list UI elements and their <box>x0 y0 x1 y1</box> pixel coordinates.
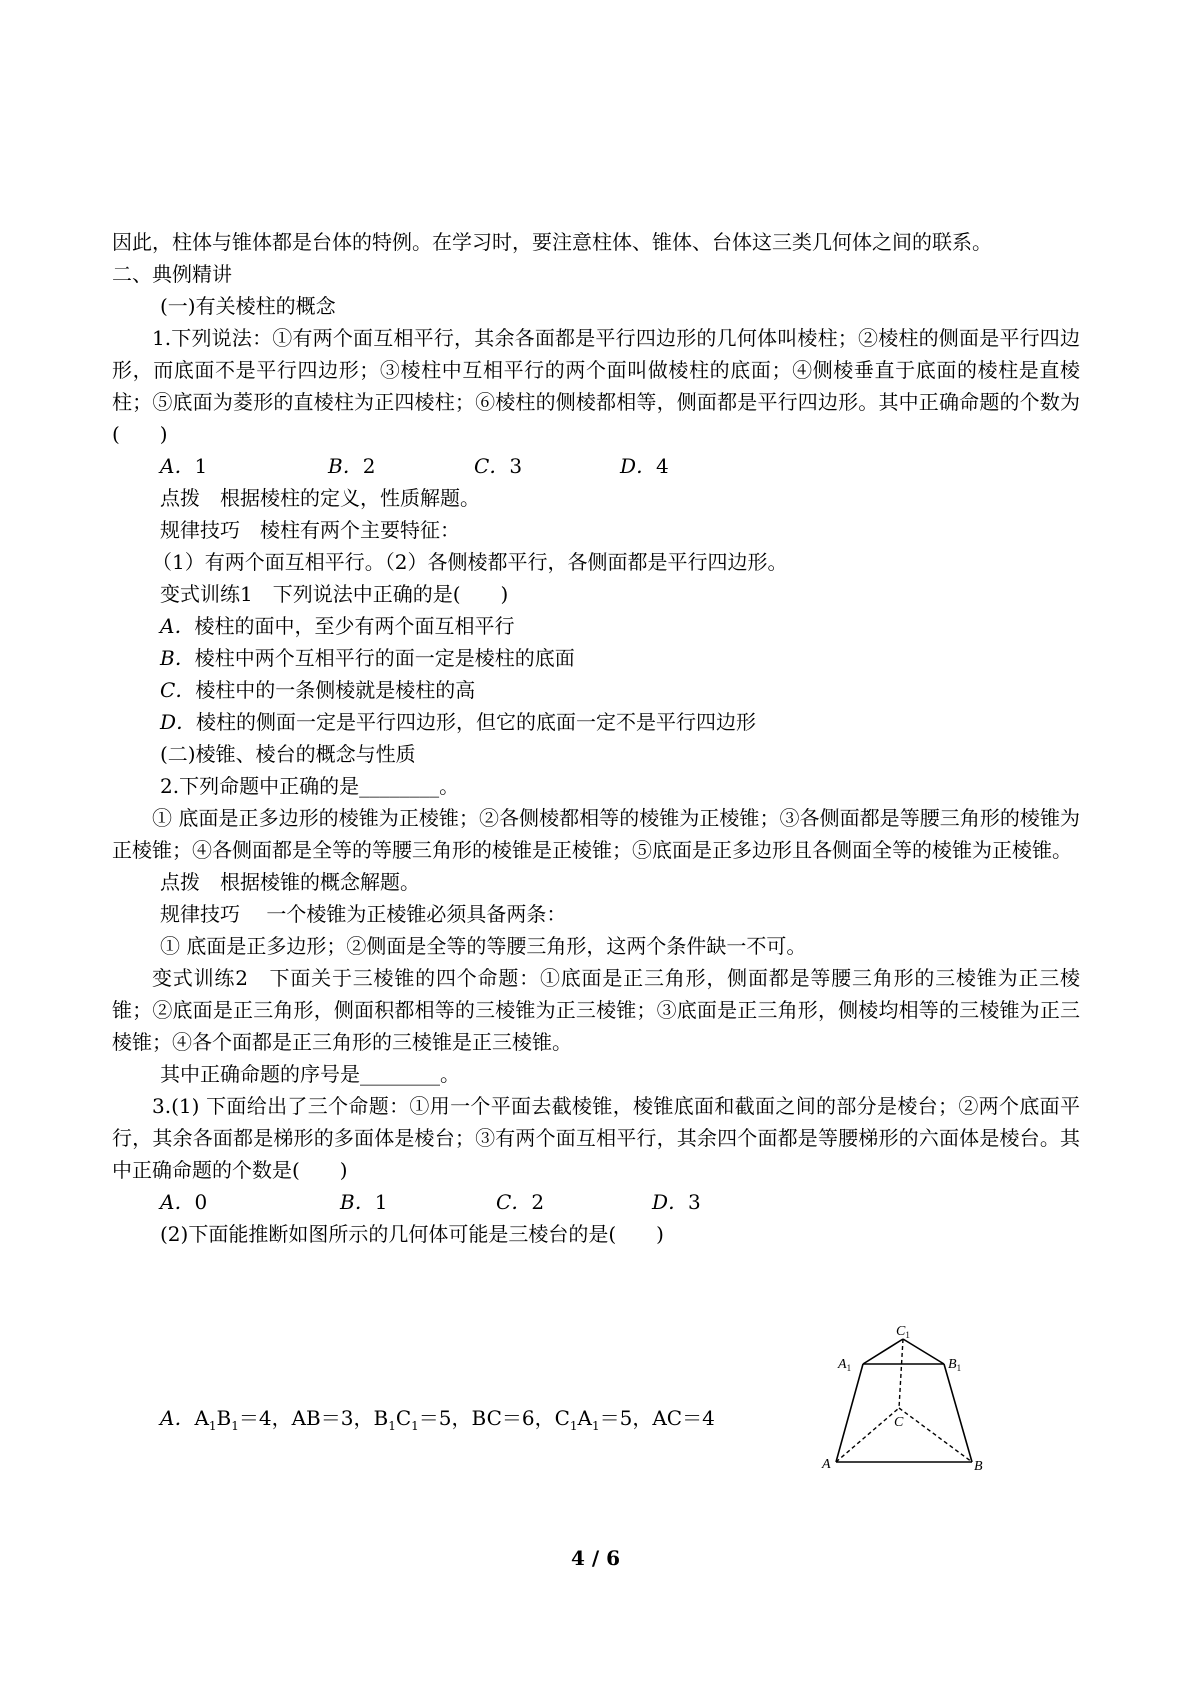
question-2: 2.下列命题中正确的是________。 <box>160 774 460 798</box>
q3-options <box>112 1186 1080 1218</box>
q3b-option-a: A．$A_1B_1=4$，AB＝3，$B_1C_1=5$，BC＝6，$C_1A_1=5$，AC＝4 <box>160 1406 715 1433</box>
q2-tip-detail: ① 底面是正多边形；②侧面是全等的等腰三角形，这两个条件缺一不可。 <box>160 934 807 958</box>
label-c1: $C_1$ <box>896 1324 910 1340</box>
v1-option-b: B．棱柱中两个互相平行的面一定是棱柱的底面 <box>160 646 575 670</box>
q3-option-b: B．1 <box>340 1190 388 1214</box>
q3-option-a: A．0 <box>160 1190 208 1214</box>
page-number: 4 / 6 <box>570 1546 621 1570</box>
label-b1: $B_1$ <box>948 1357 962 1373</box>
q3-option-d: D．3 <box>652 1190 701 1214</box>
q1-tip: 规律技巧 棱柱有两个主要特征： <box>160 518 460 542</box>
v1-option-d: D．棱柱的侧面一定是平行四边形，但它的底面一定不是平行四边形 <box>160 710 757 734</box>
subsection-heading-2: (二)棱锥、棱台的概念与性质 <box>160 742 416 766</box>
q1-hint: 点拨 根据棱柱的定义，性质解题。 <box>160 486 480 510</box>
section-heading: 二、典例精讲 <box>112 262 232 286</box>
frustum-figure <box>820 1300 1030 1480</box>
q2-tip: 规律技巧 一个棱锥为正棱锥必须具备两条： <box>160 902 567 926</box>
v1-option-c: C．棱柱中的一条侧棱就是棱柱的高 <box>160 678 476 702</box>
question-1: 1.下列说法：①有两个面互相平行，其余各面都是平行四边形的几何体叫棱柱；②棱柱的侧面是平行四边形，而底面不是平行四边形；③棱柱中互相平行的两个面叫做棱柱的底面；④侧棱垂直于底面的棱柱是直棱柱；⑤底面为菱形的直棱柱为正四棱柱；⑥棱柱的侧棱都相等，侧面都是平行四边形。其中正确命题的个数为( ) <box>112 326 1080 446</box>
q2-hint: 点拨 根据棱锥的概念解题。 <box>160 870 420 894</box>
q1-option-c: C．3 <box>474 454 523 478</box>
q1-option-a: A．1 <box>160 454 208 478</box>
variant-1: 变式训练1 下列说法中正确的是( ) <box>160 582 509 606</box>
label-b: B <box>974 1459 983 1474</box>
question-3: 3.(1) 下面给出了三个命题：①用一个平面去截棱锥，棱锥底面和截面之间的部分是棱台；②两个底面平行，其余各面都是梯形的多面体是棱台；③有两个面互相平行，其余四个面都是等腰梯形的六面体是棱台。其中正确命题的个数是( ) <box>112 1094 1080 1182</box>
subsection-heading-1: (一)有关棱柱的概念 <box>160 294 336 318</box>
q1-option-b: B．2 <box>328 454 376 478</box>
q1-options <box>112 450 1080 482</box>
intro-paragraph: 因此，柱体与锥体都是台体的特例。在学习时，要注意柱体、锥体、台体这三类几何体之间的联系。 <box>112 230 992 254</box>
v1-option-a: A．棱柱的面中，至少有两个面互相平行 <box>160 614 515 638</box>
q3-option-c: C．2 <box>496 1190 545 1214</box>
document-body <box>112 226 1080 1250</box>
variant-2: 变式训练2 下面关于三棱锥的四个命题：①底面是正三角形，侧面都是等腰三角形的三棱锥为正三棱锥；②底面是正三角形，侧面积都相等的三棱锥为正三棱锥；③底面是正三角形，侧棱均相等的三棱锥为正三棱锥；④各个面都是正三角形的三棱锥是正三棱锥。 <box>112 966 1080 1054</box>
variant-2-question: 其中正确命题的序号是________。 <box>160 1062 460 1086</box>
q2-items: ① 底面是正多边形的棱锥为正棱锥；②各侧棱都相等的棱锥为正棱锥；③各侧面都是等腰三角形的棱锥为正棱锥；④各侧面都是全等的等腰三角形的棱锥是正棱锥；⑤底面是正多边形且各侧面全等的棱锥为正棱锥。 <box>112 806 1080 862</box>
q1-option-d: D．4 <box>620 454 669 478</box>
q1-tip-detail: （1）有两个面互相平行。（2）各侧棱都平行，各侧面都是平行四边形。 <box>152 550 788 574</box>
label-a: A <box>822 1457 831 1472</box>
label-c: C <box>894 1415 904 1430</box>
question-3b: (2)下面能推断如图所示的几何体可能是三棱台的是( ) <box>160 1222 664 1246</box>
label-a1: $A_1$ <box>838 1357 852 1373</box>
